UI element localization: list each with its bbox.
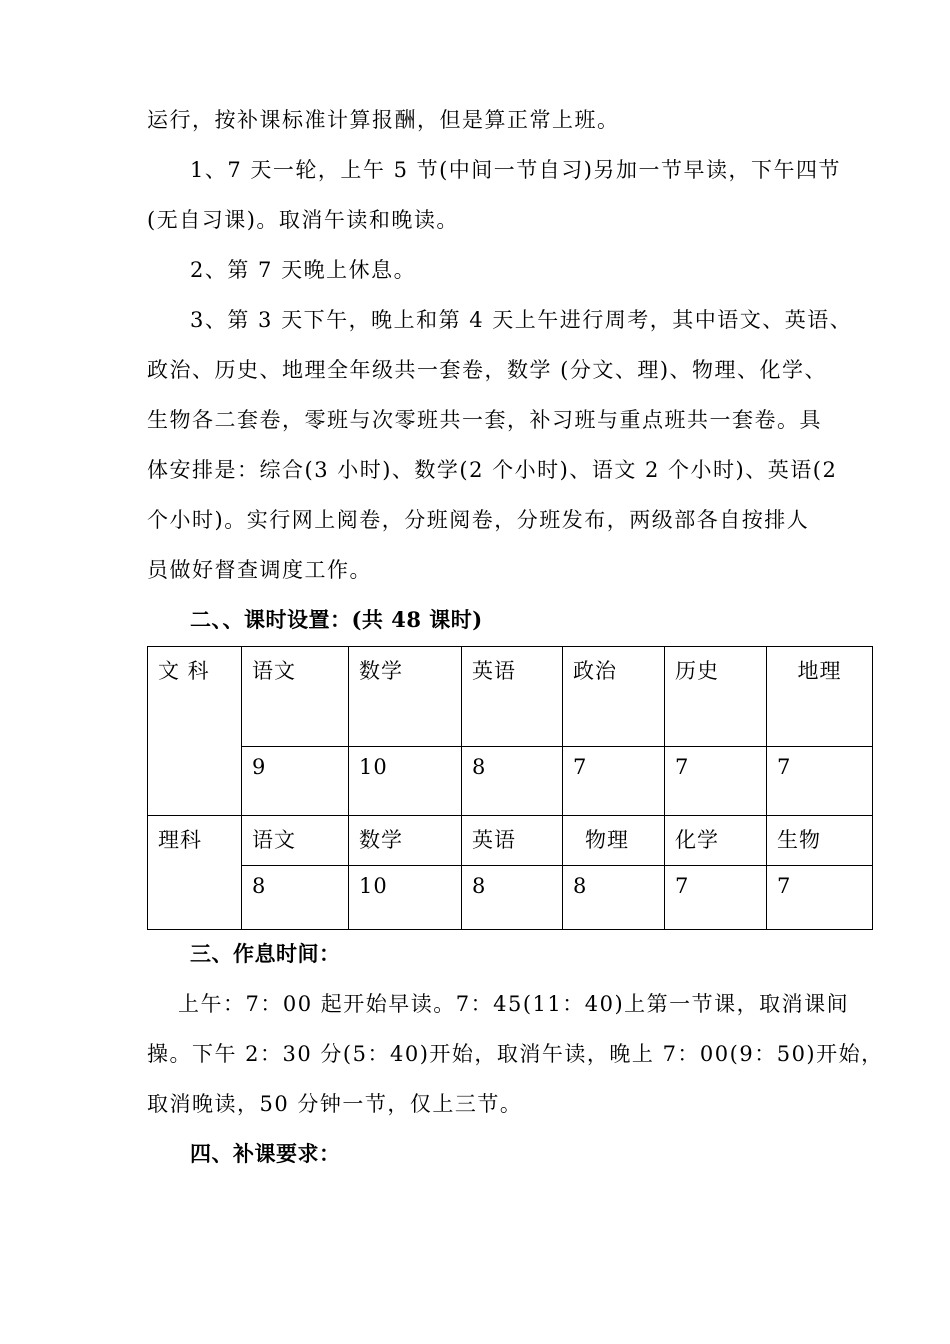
subject-cell: 化学 <box>665 816 767 866</box>
hours-cell: 10 <box>349 747 462 816</box>
subject-cell: 语文 <box>242 816 349 866</box>
hours-cell: 9 <box>242 747 349 816</box>
hours-cell: 7 <box>665 747 767 816</box>
class-hours-table <box>147 646 873 930</box>
table-row <box>148 747 873 816</box>
subject-cell: 英语 <box>462 647 563 747</box>
row-label-science: 理科 <box>148 816 242 930</box>
subject-cell: 物理 <box>563 816 665 866</box>
paragraph-line: 员做好督查调度工作。 <box>147 558 372 582</box>
paragraph-line: 1、7 天一轮，上午 5 节(中间一节自习)另加一节早读，下午四节 <box>190 158 841 182</box>
subject-cell: 地理 <box>767 647 873 747</box>
paragraph-line: 个小时)。实行网上阅卷，分班阅卷，分班发布，两级部各自按排人 <box>147 508 810 532</box>
hours-cell: 7 <box>563 747 665 816</box>
subject-cell: 语文 <box>242 647 349 747</box>
hours-cell: 8 <box>462 747 563 816</box>
section-heading: 三、作息时间： <box>190 941 341 966</box>
subject-cell: 政治 <box>563 647 665 747</box>
paragraph-line: 运行，按补课标准计算报酬，但是算正常上班。 <box>147 108 620 132</box>
hours-cell: 7 <box>665 866 767 930</box>
subject-cell: 生物 <box>767 816 873 866</box>
paragraph-line: 上午：7：00 起开始早读。7：45(11：40)上第一节课，取消课间 <box>178 992 850 1016</box>
paragraph-line: 体安排是：综合(3 小时)、数学(2 个小时)、语文 2 个小时)、英语(2 <box>147 458 838 482</box>
hours-cell: 7 <box>767 866 873 930</box>
paragraph-line: 操。下午 2：30 分(5：40)开始，取消午读，晚上 7：00(9：50)开始， <box>147 1042 884 1066</box>
section-heading: 四、补课要求： <box>190 1141 341 1166</box>
row-label-arts: 文 科 <box>148 647 242 816</box>
paragraph-line: (无自习课)。取消午读和晚读。 <box>147 208 459 232</box>
hours-cell: 7 <box>767 747 873 816</box>
paragraph-line: 3、第 3 天下午，晚上和第 4 天上午进行周考，其中语文、英语、 <box>190 308 853 332</box>
section-heading: 二、、课时设置：(共 48 课时) <box>190 607 483 632</box>
hours-cell: 8 <box>242 866 349 930</box>
paragraph-line: 政治、历史、地理全年级共一套卷，数学 (分文、理)、物理、化学、 <box>147 358 828 382</box>
hours-cell: 10 <box>349 866 462 930</box>
table-row <box>148 647 873 747</box>
subject-cell: 数学 <box>349 647 462 747</box>
table-row <box>148 866 873 930</box>
subject-cell: 历史 <box>665 647 767 747</box>
paragraph-line: 取消晚读，50 分钟一节，仅上三节。 <box>147 1092 523 1116</box>
hours-cell: 8 <box>462 866 563 930</box>
table-row <box>148 816 873 866</box>
hours-cell: 8 <box>563 866 665 930</box>
subject-cell: 英语 <box>462 816 563 866</box>
paragraph-line: 生物各二套卷，零班与次零班共一套，补习班与重点班共一套卷。具 <box>147 408 822 432</box>
paragraph-line: 2、第 7 天晚上休息。 <box>190 258 417 282</box>
subject-cell: 数学 <box>349 816 462 866</box>
